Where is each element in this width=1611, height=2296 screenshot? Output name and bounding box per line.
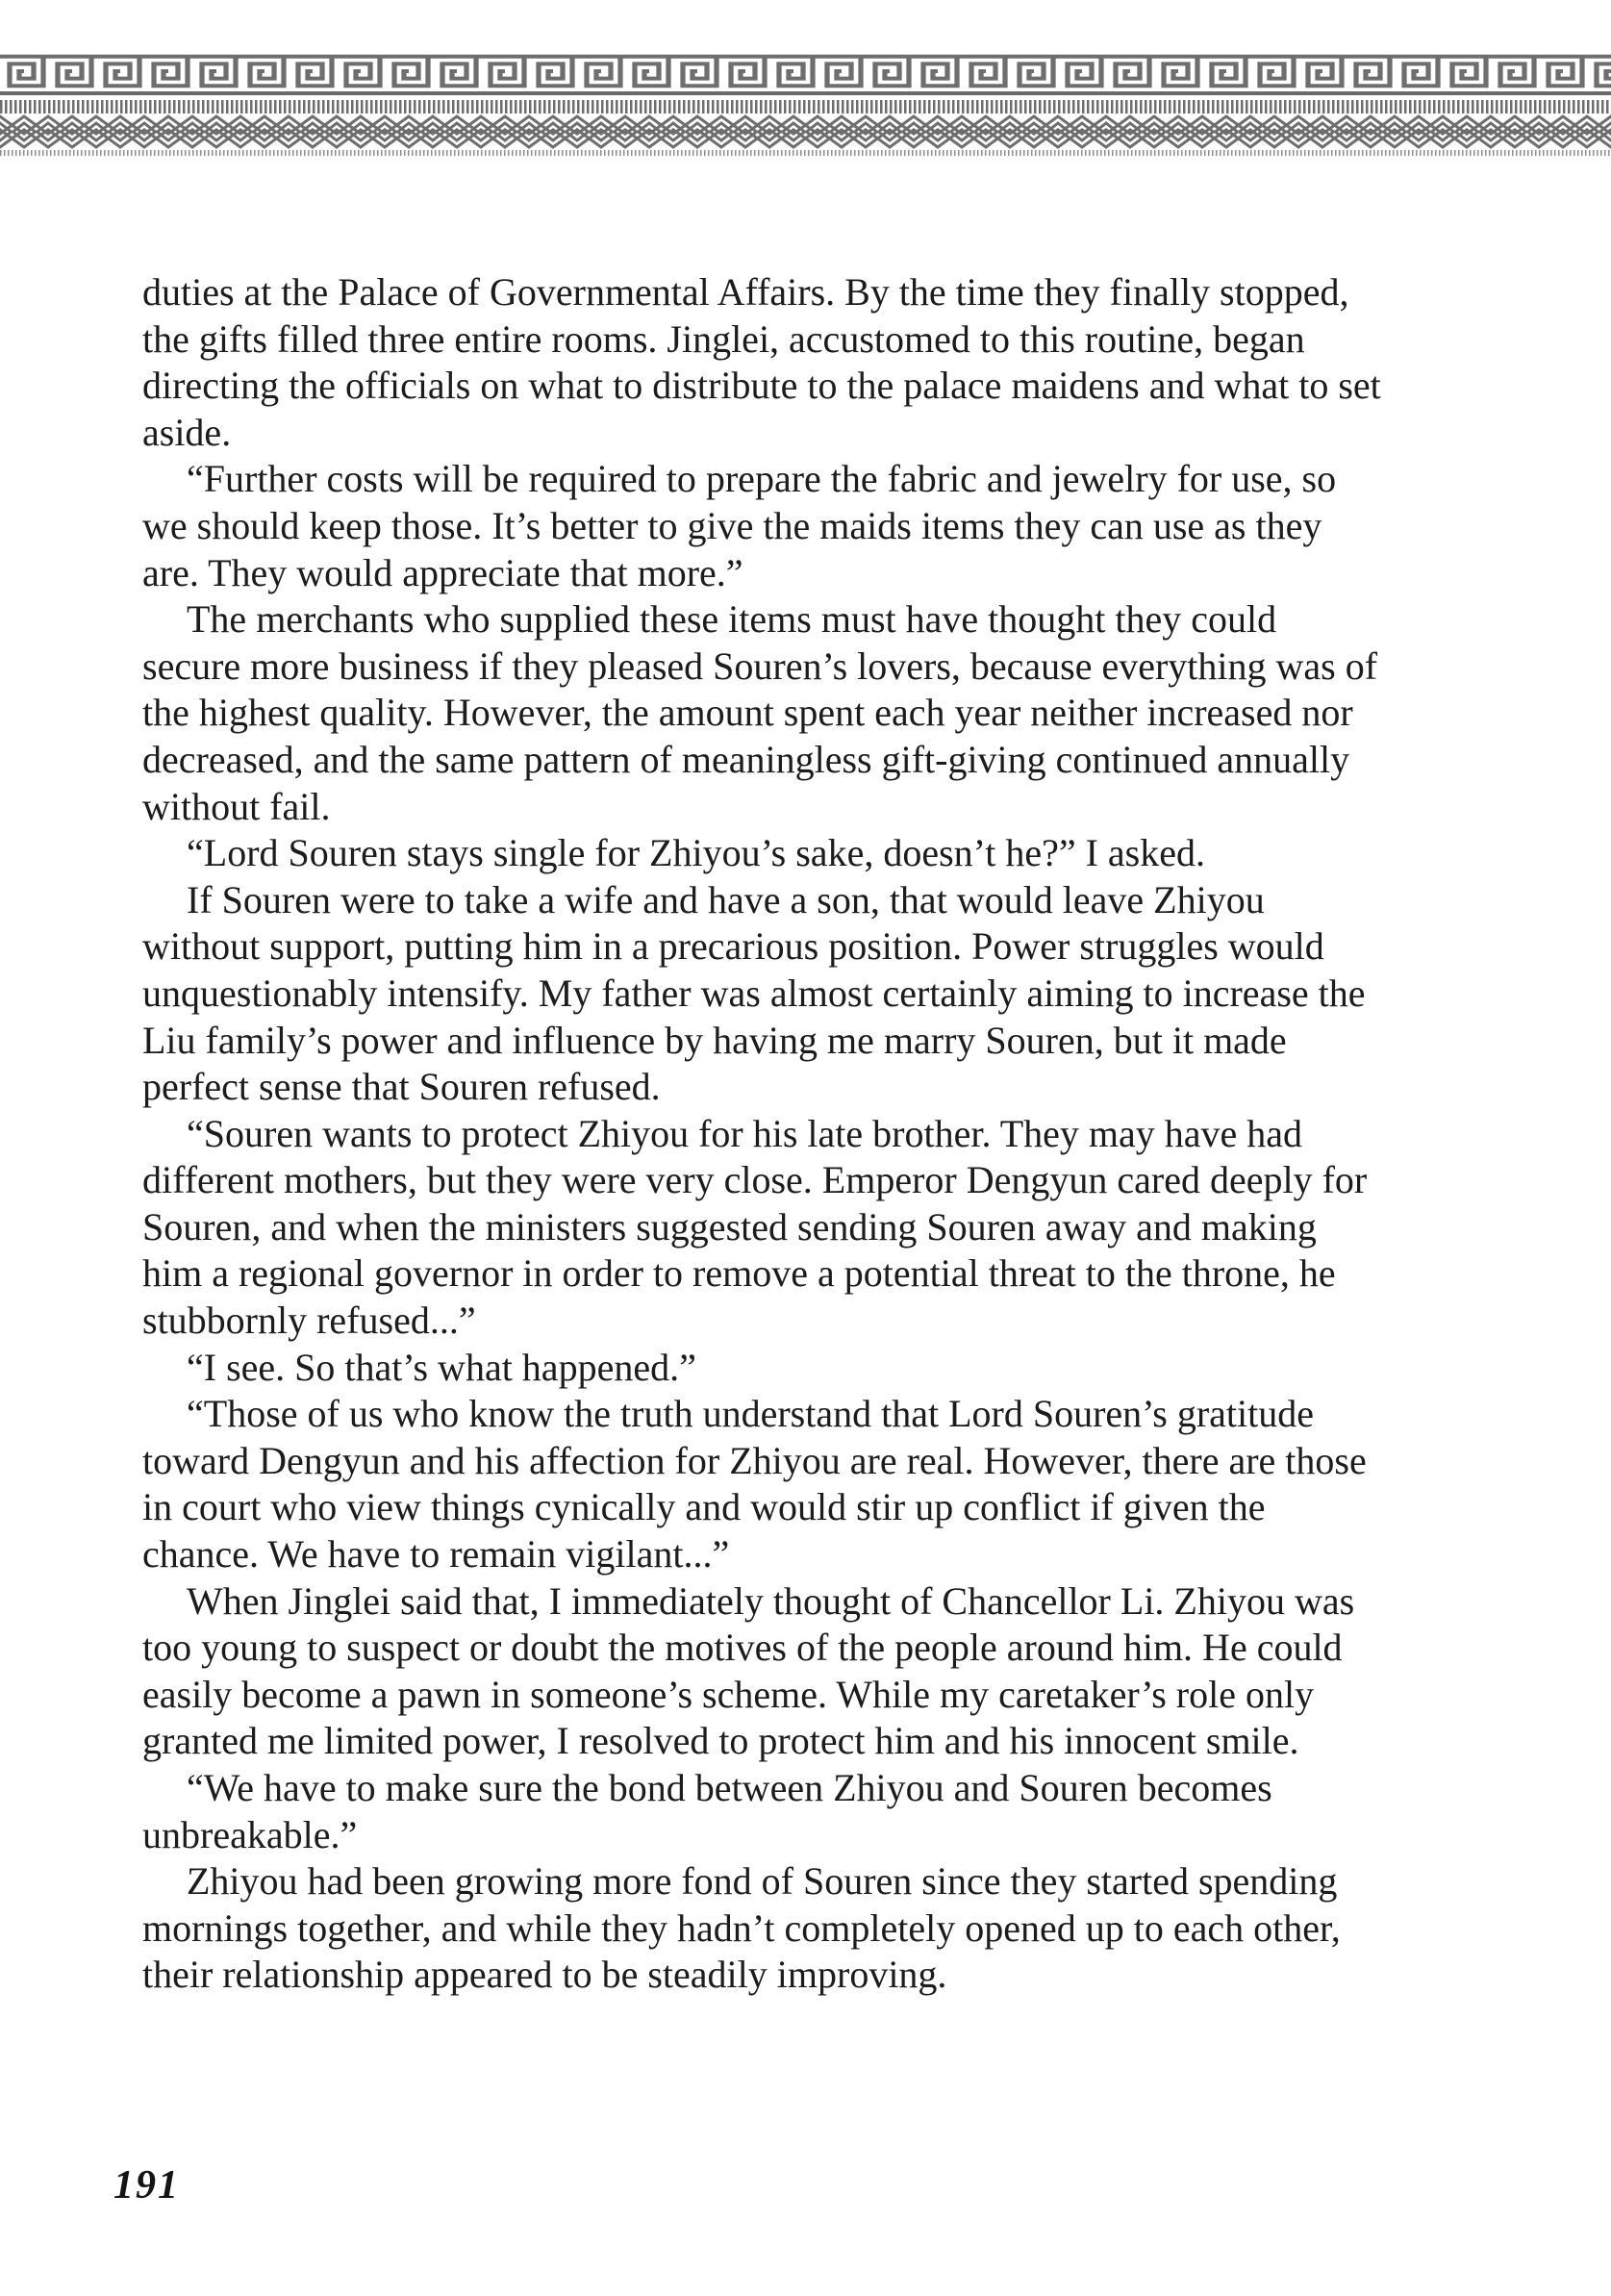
page-number: 191 [113,2163,180,2208]
stripe-fringe-icon [0,100,1611,114]
paragraph: “Those of us who know the truth understand that Lord Souren’s gratitude toward Dengyun and his affection for Zhiyou are real. However, there are those in court who view things cynically and would stir up conflict if given the chance. We have to remain vigilant...” [142,1392,1367,1577]
paragraph: If Souren were to take a wife and have a son, that would leave Zhiyou without support, putting him in a precarious position. Power struggles would unquestionably intensify. My father was almost certainly aiming to increase the Liu family’s power and influence by having me marry Souren, but it made perfect sense that Souren refused. [142,877,1366,1109]
paragraph: The merchants who supplied these items must have thought they could secure more business if they pleased Souren’s lovers, because everything was of the highest quality. However, the amount spent each year neither increased nor decreased, and the same pattern of meaningless gift-giving continued annually without fail. [142,597,1378,828]
hatch-fringe-icon [0,150,1611,156]
paragraph: “Lord Souren stays single for Zhiyou’s sake, doesn’t he?” I asked. [187,831,1206,875]
paragraph: Zhiyou had been growing more fond of Souren since they started spending mornings together, and while they hadn’t completely opened up to each other, their relationship appeared to be steadily improving. [142,1859,1341,1997]
paragraph: “Souren wants to protect Zhiyou for his late brother. They may have had different mothers, but they were very close. Emperor Dengyun cared deeply for Souren, and when the ministers suggested sending Souren away and making him a regional governor in order to remove a potential threat to the throne, he stubbornly refused...” [142,1111,1368,1343]
paragraph: “Further costs will be required to prepare the fabric and jewelry for use, so we should keep those. It’s better to give the maids items they can use as they are. They would appreciate that more.” [142,457,1337,594]
divider-rule [0,91,1611,95]
paragraph: When Jinglei said that, I immediately thought of Chancellor Li. Zhiyou was too young to suspect or doubt the motives of the people around him. He could easily become a pawn in someone’s scheme. While my caretaker’s role only granted me limited power, I resolved to protect him and his innocent smile. [142,1578,1355,1763]
greek-key-pattern-icon [0,53,1611,89]
page-text [142,269,1383,1999]
paragraph: “We have to make sure the bond between Zhiyou and Souren becomes unbreakable.” [142,1766,1272,1856]
diamond-weave-border [0,100,1611,156]
paragraph: “I see. So that’s what happened.” [187,1345,696,1389]
paragraph: duties at the Palace of Governmental Affairs. By the time they finally stopped, the gifts filled three entire rooms. Jinglei, accustomed to this routine, began directing the officials on what to distribute to the palace maidens and what to set aside. [142,270,1381,454]
diamond-weave-pattern-icon [0,114,1611,150]
greek-key-border [0,53,1611,89]
